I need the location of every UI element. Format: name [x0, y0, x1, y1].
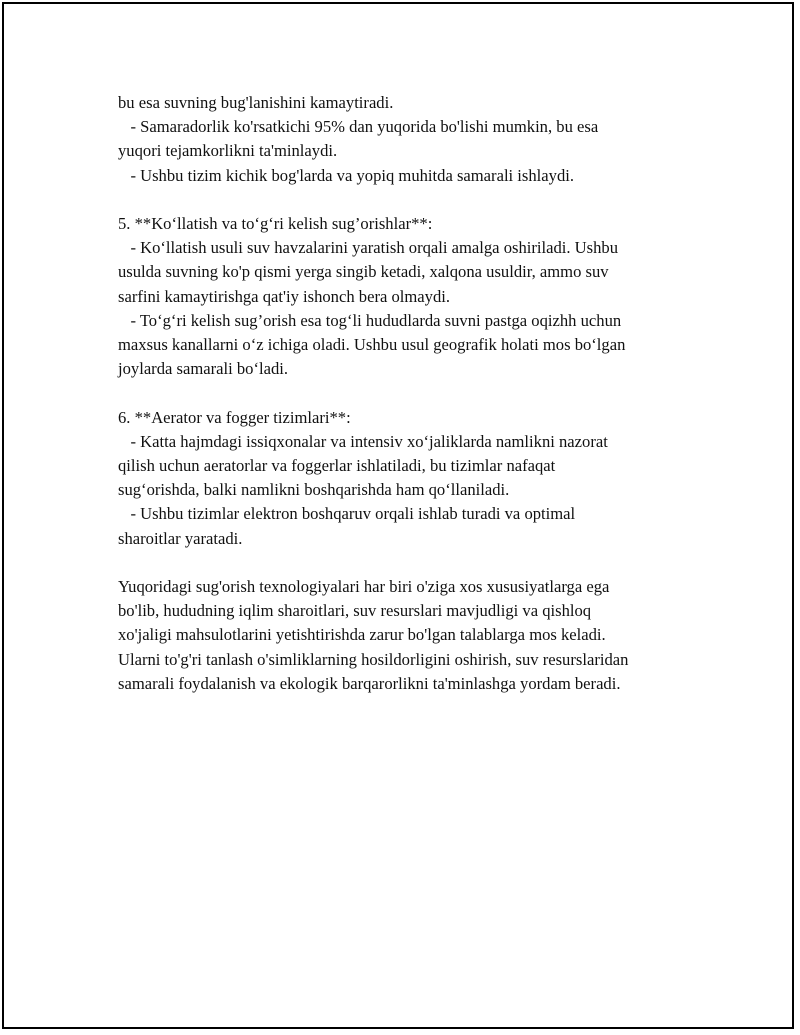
- paragraph-gap: [118, 188, 698, 212]
- text-line: usulda suvning ko'p qismi yerga singib ketadi, xalqona usuldir, ammo suv: [118, 262, 609, 282]
- text-line: joylarda samarali bo‘ladi.: [118, 359, 289, 379]
- text-line: - Ko‘llatish usuli suv havzalarini yaratish orqali amalga oshiriladi. Ushbu: [118, 238, 619, 258]
- document-body: [118, 91, 698, 696]
- section-heading: 6. **Aerator va fogger tizimlari**:: [118, 407, 351, 427]
- text-line: - Ushbu tizim kichik bog'larda va yopiq muhitda samarali ishlaydi.: [118, 165, 575, 185]
- paragraph-gap: [118, 381, 698, 405]
- text-line: - Samaradorlik ko'rsatkichi 95% dan yuqorida bo'lishi mumkin, bu esa: [118, 117, 599, 137]
- paragraph-gap: [118, 551, 698, 575]
- text-line: - To‘g‘ri kelish sug’orish esa tog‘li hududlarda suvni pastga oqizhh uchun: [118, 310, 622, 330]
- text-line: Yuqoridagi sug'orish texnologiyalari har biri o'ziga xos xususiyatlarga ega: [118, 577, 610, 597]
- section-heading: 5. **Ko‘llatish va to‘g‘ri kelish sug’orishlar**:: [118, 214, 433, 233]
- text-line: bo'lib, hududning iqlim sharoitlari, suv resurslari mavjudligi va qishloq: [118, 601, 592, 621]
- text-line: yuqori tejamkorlikni ta'minlaydi.: [118, 141, 338, 161]
- text-line: sharoitlar yaratadi.: [118, 528, 243, 548]
- text-line: sarfini kamaytirishga qat'iy ishonch bera olmaydi.: [118, 286, 451, 306]
- text-line: samarali foydalanish va ekologik barqarorlikni ta'minlashga yordam beradi.: [118, 673, 621, 693]
- text-line: Ularni to'g'ri tanlash o'simliklarning hosildorligini oshirish, suv resurslaridan: [118, 649, 629, 669]
- text-line: - Katta hajmdagi issiqxonalar va intensiv xo‘jaliklarda namlikni nazorat: [118, 431, 608, 451]
- text-line: - Ushbu tizimlar elektron boshqaruv orqali ishlab turadi va optimal: [118, 504, 576, 524]
- text-line: bu esa suvning bug'lanishini kamaytiradi.: [118, 93, 394, 112]
- text-line: qilish uchun aeratorlar va foggerlar ishlatiladi, bu tizimlar nafaqat: [118, 456, 556, 476]
- text-line: sug‘orishda, balki namlikni boshqarishda ham qo‘llaniladi.: [118, 480, 510, 500]
- text-line: maxsus kanallarni o‘z ichiga oladi. Ushbu usul geografik holati mos bo‘lgan: [118, 335, 626, 355]
- text-line: xo'jaligi mahsulotlarini yetishtirishda zarur bo'lgan talablarga mos keladi.: [118, 625, 606, 645]
